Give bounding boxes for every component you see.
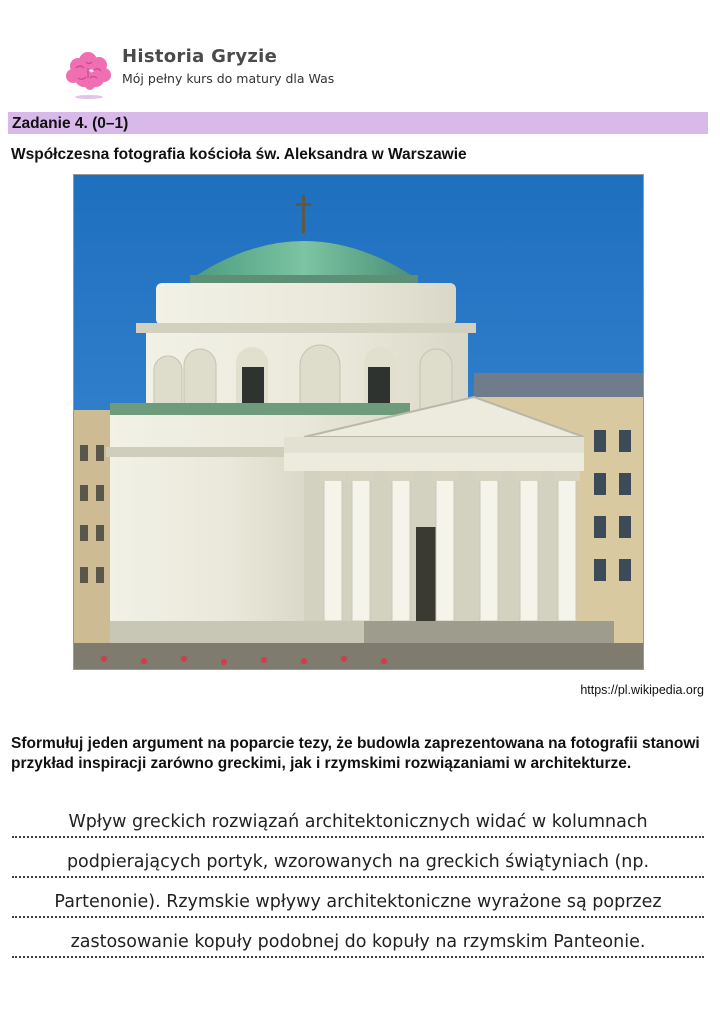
question-text: Sformułuj jeden argument na poparcie tezy, że budowla zaprezentowana na fotografii stanowi przykład inspiracji zarówno greckimi, jak i rzymskimi rozwiązaniami w architekturze. [11, 735, 700, 772]
brand-title: Historia Gryzie [122, 46, 278, 67]
task-title: Zadanie 4. (0–1) [12, 115, 129, 132]
brain-icon [64, 48, 114, 100]
answer-line: zastosowanie kopuły podobnej do kopuły na rzymskim Panteonie. [12, 928, 704, 958]
church-photo [73, 174, 644, 670]
brand-subtitle: Mój pełny kurs do matury dla Was [122, 71, 335, 86]
answer-line: Wpływ greckich rozwiązań architektonicznych widać w kolumnach [12, 808, 704, 838]
figure-caption: Współczesna fotografia kościoła św. Aleksandra w Warszawie [11, 146, 467, 163]
answer-line: Partenonie). Rzymskie wpływy architektoniczne wyrażone są poprzez [12, 888, 704, 918]
answer-line: podpierających portyk, wzorowanych na greckich świątyniach (np. [12, 848, 704, 878]
image-source: https://pl.wikipedia.org [580, 683, 704, 697]
